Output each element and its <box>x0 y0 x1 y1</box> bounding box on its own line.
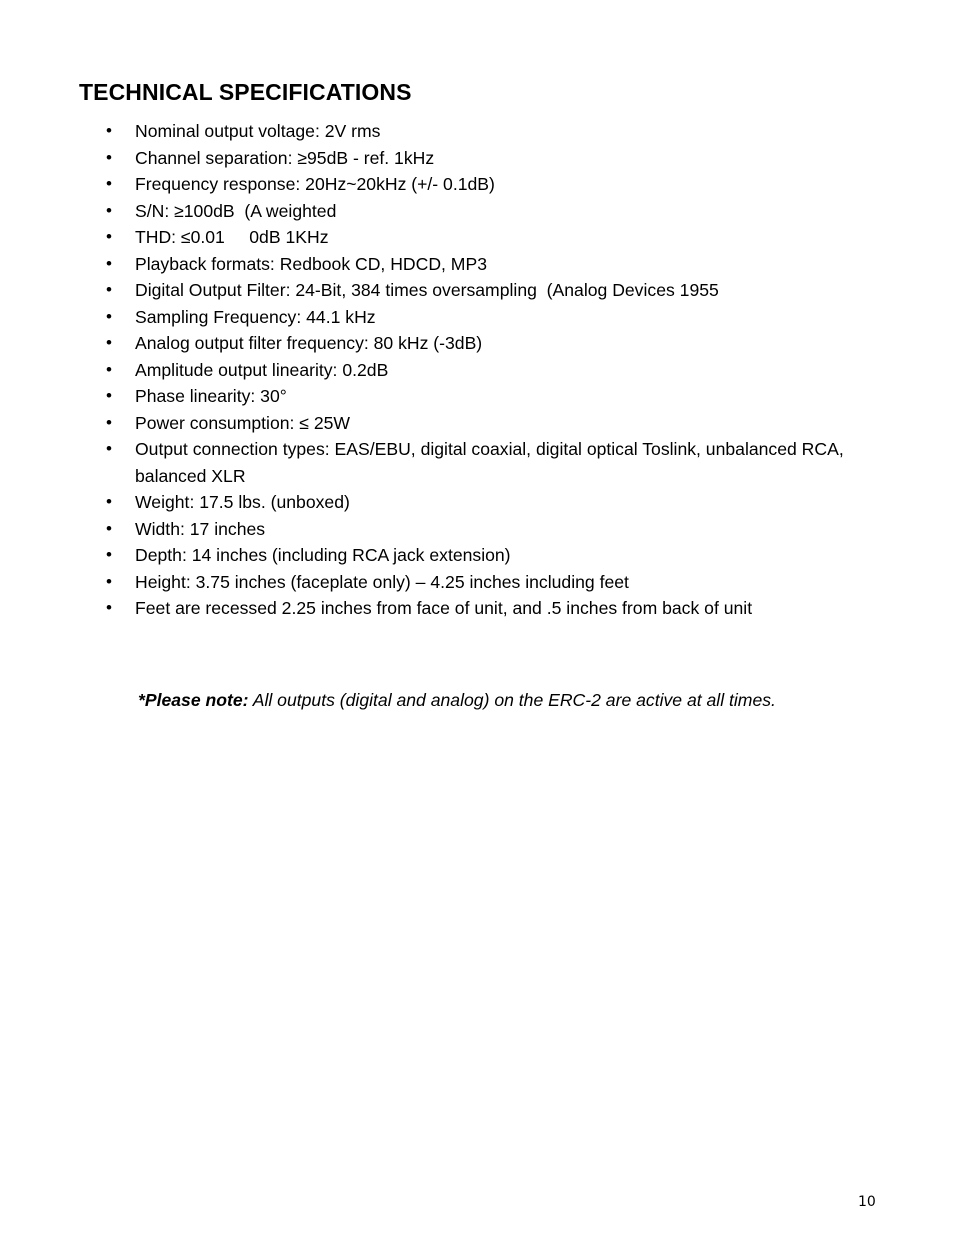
bullet-icon: • <box>106 492 112 511</box>
list-item <box>0 569 954 596</box>
list-item <box>0 489 954 516</box>
list-item <box>0 383 954 410</box>
list-item <box>0 118 954 145</box>
note-label: *Please note: <box>138 690 249 710</box>
list-item <box>0 277 954 304</box>
spec-text: Frequency response: 20Hz~20kHz (+/- 0.1dB) <box>135 174 495 194</box>
spec-text: Digital Output Filter: 24-Bit, 384 times oversampling (Analog Devices 1955 <box>135 280 719 300</box>
page-title: TECHNICAL SPECIFICATIONS <box>79 79 412 105</box>
spec-text: Channel separation: ≥95dB - ref. 1kHz <box>135 147 435 168</box>
list-item <box>0 251 954 278</box>
bullet-icon: • <box>106 121 112 140</box>
spec-text: Power consumption: ≤ 25W <box>135 412 351 433</box>
bullet-icon: • <box>106 571 112 591</box>
bullet-icon: • <box>106 386 112 405</box>
bullet-icon: • <box>106 227 112 246</box>
spec-text: Amplitude output linearity: 0.2dB <box>135 359 389 380</box>
spec-text: Output connection types: EAS/EBU, digital coaxial, digital optical Toslink, unbalanced RCA, balanced XLR <box>135 439 844 486</box>
list-item <box>0 198 954 225</box>
spec-text: THD: ≤0.01 0dB 1KHz <box>135 227 329 247</box>
bullet-icon: • <box>106 147 112 167</box>
bullet-icon: • <box>106 359 112 379</box>
bullet-icon: • <box>106 174 112 193</box>
list-item <box>0 436 954 489</box>
spec-text: Analog output filter frequency: 80 kHz (-3dB) <box>135 333 483 353</box>
list-item <box>0 595 954 622</box>
bullet-icon: • <box>106 306 112 326</box>
note <box>138 688 776 712</box>
note-text: All outputs (digital and analog) on the ERC-2 are active at all times. <box>248 690 776 710</box>
bullet-icon: • <box>106 333 112 352</box>
list-item <box>0 330 954 357</box>
list-item <box>0 224 954 251</box>
list-item <box>0 410 954 437</box>
page-number: 10 <box>858 1194 876 1210</box>
bullet-icon: • <box>106 280 112 299</box>
bullet-icon: • <box>106 253 112 273</box>
list-item <box>0 357 954 384</box>
bullet-icon: • <box>106 412 112 432</box>
list-item <box>0 516 954 543</box>
list-item <box>0 171 954 198</box>
spec-text: Height: 3.75 inches (faceplate only) – 4.25 inches including feet <box>135 571 629 592</box>
spec-text: Width: 17 inches <box>135 518 266 539</box>
spec-text: Playback formats: Redbook CD, HDCD, MP3 <box>135 253 487 274</box>
spec-text: Sampling Frequency: 44.1 kHz <box>135 306 376 327</box>
spec-text: Phase linearity: 30° <box>135 386 287 406</box>
spec-text: Feet are recessed 2.25 inches from face of unit, and .5 inches from back of unit <box>135 598 753 618</box>
list-item <box>0 542 954 569</box>
list-item <box>0 145 954 172</box>
list-item <box>0 304 954 331</box>
bullet-icon: • <box>106 518 112 538</box>
spec-text: Nominal output voltage: 2V rms <box>135 121 381 141</box>
bullet-icon: • <box>106 598 112 617</box>
bullet-icon: • <box>106 200 112 220</box>
spec-list <box>0 118 954 622</box>
spec-text: Weight: 17.5 lbs. (unboxed) <box>135 492 350 512</box>
bullet-icon: • <box>106 545 112 564</box>
bullet-icon: • <box>106 439 112 458</box>
spec-text: S/N: ≥100dB (A weighted <box>135 200 337 221</box>
spec-text: Depth: 14 inches (including RCA jack extension) <box>135 545 511 565</box>
